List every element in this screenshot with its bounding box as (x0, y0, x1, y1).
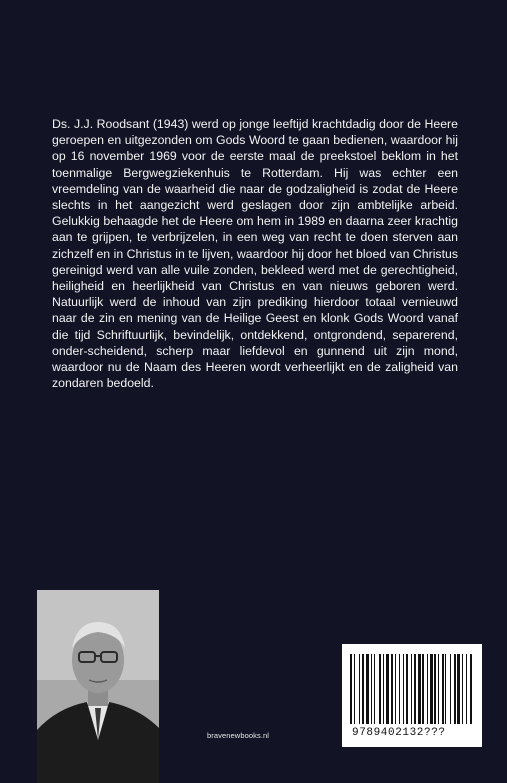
barcode-bar (414, 654, 416, 724)
barcode-bar (457, 654, 460, 724)
author-photo (37, 590, 159, 783)
barcode-bar (454, 654, 456, 724)
barcode-bar (466, 654, 467, 724)
barcode-bar (418, 654, 421, 724)
barcode-bar (391, 654, 393, 724)
barcode-bar (406, 654, 408, 724)
barcode-bar (354, 654, 355, 724)
publisher-url: bravenewbooks.nl (207, 731, 270, 740)
barcode-bar (371, 654, 372, 724)
barcode-bar (386, 654, 389, 724)
barcode-bar (427, 654, 428, 724)
barcode-bar (383, 654, 384, 724)
barcode-bar (362, 654, 364, 724)
barcode-bar (470, 654, 472, 724)
barcode-bar (411, 654, 412, 724)
isbn-number: 9789402132??? (352, 727, 446, 739)
barcode-bar (430, 654, 433, 724)
barcode-bar (359, 654, 360, 724)
barcode-bar (438, 654, 439, 724)
isbn-barcode (342, 644, 482, 747)
barcode-bar (399, 654, 400, 724)
barcode-bar (422, 654, 424, 724)
blurb-text: Ds. J.J. Roodsant (1943) werd op jonge leeftijd krachtdadig door de Heere geroepen en uitgezonden om Gods Woord te gaan bedienen, waardoor hij op 16 november 1969 voor de eerste maal de preekstoel beklom in het toenmalige Bergwegziekenhuis te Rotterdam. Hij was echter een vreemdeling van de waarheid die naar de godzaligheid is zodat de Heere slechts in het aangezicht werd geslagen door zijn ambtelijke arbeid. Gelukkig behaagde het de Heere om hem in 1989 en daarna zeer krachtig aan te grijpen, te verbrijzelen, in een weg van recht te doen sterven aan zichzelf en in Christus in te lijven, waardoor hij door het bloed van Christus gereinigd werd van alle vuile zonden, bekleed werd met de gerechtigheid, heiligheid en heerlijkheid van Christus en van nieuws geboren werd. Natuurlijk werd de inhoud van zijn prediking hierdoor totaal vernieuwd naar de zin en mening van de Heilige Geest en klonk Gods Woord vanaf die tijd Schriftuurlijk, bevindelijk, ontdekkend, ontgrondend, separerend, onder-scheidend, scherp maar liefdevol en gunnend uit zijn mond, waardoor nu de Naam des Heeren wordt verheerlijkt en de zaligheid van zondaren bedoeld. (52, 117, 458, 391)
barcode-bar (442, 654, 444, 724)
author-portrait-illustration (37, 590, 159, 783)
barcode-bar (462, 654, 463, 724)
barcode-bar (374, 654, 375, 724)
barcode-bar (379, 654, 381, 724)
barcode-bar (450, 654, 451, 724)
barcode-bar (350, 654, 352, 724)
barcode-bar (395, 654, 396, 724)
barcode-bar (366, 654, 369, 724)
barcode-bar (445, 654, 446, 724)
barcode-bars (350, 654, 474, 724)
barcode-bar (403, 654, 404, 724)
barcode-bar (434, 654, 436, 724)
